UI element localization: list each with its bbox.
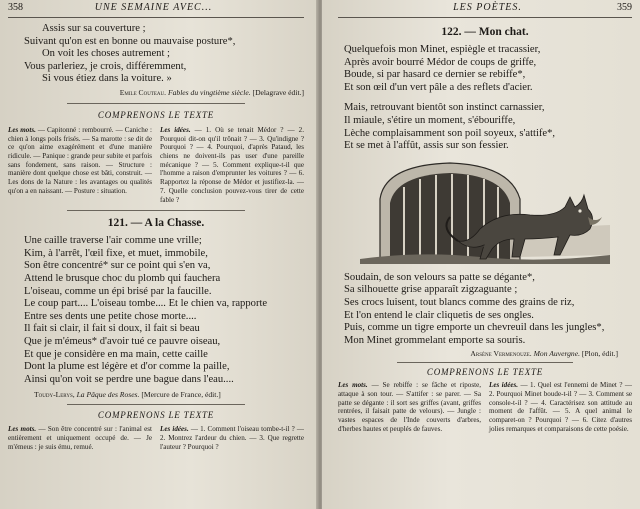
credit-work: Mon Auvergne. <box>533 349 581 359</box>
notes-text: — Se rebiffe : se fâche et riposte, attaque à son tour. — S'attifer : se parer. — Sa patte se dégante : il sort ses griffes (avant, griffes rentrées, il faisait patte de velours). — Jungle : vastes espaces de l'Inde couverts d'arbres, d'herbes hautes et peuplés de fauves. <box>338 381 482 433</box>
credit-publisher: [Mercure de France, édit.] <box>141 390 221 400</box>
verse-line: Assis sur sa couverture ; <box>42 23 146 34</box>
ideas-notes <box>160 425 304 451</box>
notes-text: — 1. Quel est l'ennemi de Minet ? — 2. Pourquoi Minet boude-t-il ? — 3. Comment se console-t-il ? — 4. Caractérisez son attitude au moment de l'affût. — 5. A quel animal le comparet-on ? Pourquoi ? — 6. Citez d'autres jolies remarques et comparaisons de cette poésie. <box>489 381 632 433</box>
notes-label: Les mots. <box>8 125 36 134</box>
right-stanza-3 <box>338 272 632 348</box>
verse-line: Si vous étiez dans la voiture. » <box>42 73 172 85</box>
right-stanza-2 <box>338 102 632 152</box>
poem-title: 121. — A la Chasse. <box>107 217 205 230</box>
verse-line: Vous parleriez, je crois, différemment, <box>24 60 187 72</box>
left-page-header <box>8 0 304 18</box>
comprehension-title: COMPRENONS LE TEXTE <box>97 410 215 421</box>
left-top-credit <box>8 88 304 97</box>
poem-title: 122. — Mon chat. <box>441 26 529 38</box>
left-notes-b <box>8 425 304 451</box>
credit-publisher: [Delagrave édit.] <box>252 87 304 97</box>
verse-line: Une caille traverse l'air comme une vrille; <box>24 235 202 247</box>
notes-text: — Capitonné : rembourré. — Caniche : chien à longs poils frisés. — Sa marotte : se dit de ce qu'on aime exagérément et d'une manière ridicule. — Panique : grande peur subite et parfois sans fondement, sans raison. — Structure : manière dont quelque chose est bâti, construit. — Les dons de la Nature : les avantages ou qualités qu'on a en naissant. — Posture : situation. <box>8 125 152 195</box>
verse-line: Mais, retrouvant bientôt son instinct carnassier, <box>344 102 545 114</box>
notes-text: — 1. Comment l'oiseau tombe-t-il ? — 2. Montrez l'ardeur du chien. — 3. Que regrette l'auteur ? Pourquoi ? <box>160 425 304 451</box>
divider <box>397 362 573 363</box>
left-poem <box>8 235 304 386</box>
right-page-header <box>338 0 632 18</box>
verse-line: Suivant qu'on est en bonne ou mauvaise posture*, <box>24 35 236 47</box>
notes-label: Les idées. <box>160 125 191 134</box>
credit-author: Arsène Vermenouze. <box>470 349 532 359</box>
verse-line: Et l'on entend le clair cliquetis de ses ongles. <box>344 309 534 321</box>
verse-line: Ainsi qu'on voit se perdre une bague dans l'eau.... <box>24 373 234 385</box>
left-running-head: UNE SEMAINE AVEC... <box>94 2 213 13</box>
divider <box>67 404 245 405</box>
cat-illustration <box>360 159 610 264</box>
left-top-verse <box>8 23 304 86</box>
verse-line: Son être concentré* sur ce point qui s'en va, <box>24 260 211 272</box>
verse-line: Boude, si par hasard ce dernier se rebiffe*, <box>344 69 526 81</box>
right-notes <box>338 381 632 433</box>
verse-line: Le coup part.... L'oiseau tombe.... Et le chien va, rapporte <box>24 298 268 310</box>
notes-label: Les mots. <box>8 425 37 434</box>
verse-line: Il fait si clair, il fait si doux, il fait si beau <box>24 323 200 335</box>
words-notes <box>8 126 152 204</box>
verse-line: Mon Minet grommelant emporte sa souris. <box>344 334 526 346</box>
verse-line: Kim, à l'arrêt, l'œil fixe, et muet, immobile, <box>24 247 208 259</box>
verse-line: Il miaule, s'étire un moment, s'ébouriffe, <box>344 114 516 126</box>
left-poem-credit <box>8 390 304 399</box>
verse-line: Après avoir bourré Médor de coups de griffe, <box>344 56 537 68</box>
right-running-head: LES POÈTES. <box>453 2 522 13</box>
verse-line: Attend le brusque choc du plomb qui fauchera <box>24 273 221 285</box>
ideas-notes <box>160 126 304 204</box>
verse-line: L'oiseau, comme un épi brisé par la faucille. <box>24 285 212 297</box>
comprehension-title: COMPRENONS LE TEXTE <box>426 367 544 378</box>
verse-line: Et son œil d'un vert pâle a des reflets d'acier. <box>344 81 533 93</box>
comprehension-title: COMPRENONS LE TEXTE <box>97 109 215 120</box>
left-notes-a <box>8 126 304 204</box>
verse-line: Et se met à l'affût, assis sur son fessier. <box>344 140 509 152</box>
right-stanza-1 <box>338 44 632 94</box>
verse-line: Ses crocs luisent, tout blancs comme des grains de riz, <box>344 296 575 308</box>
verse-line: Soudain, de son velours sa patte se dégante*, <box>344 271 535 283</box>
verse-line: Quelquefois mon Minet, espiègle et tracassier, <box>344 44 541 55</box>
notes-text: — 1. Où se tenait Médor ? — 2. Pourquoi dit-on qu'il trônait ? — 3. Qu'indigne ? Pourquoi ? — 4. Pourquoi, d'après Pataud, les chiens ne doivent-ils pas user d'une pareille mécanique ? — 5. Comment explique-t-il que l'homme a raison d'emprunter les voitures ? — 6. Rapportez la réponse de Médor et justifiez-la. — 7. Quelle conclusion pouvez-vous tirer de cette fable ? <box>160 125 304 204</box>
right-page <box>322 0 640 509</box>
verse-line: Et que je considère en ma main, cette caille <box>24 348 208 360</box>
verse-line: Sa silhouette grise apparaît zigzaguante ; <box>344 284 518 296</box>
notes-text: — Son être concentré sur : l'animal est entièrement et uniquement occupé de. — Je m'émeus : je suis ému, remué. <box>8 425 152 451</box>
verse-line: Lèche complaisamment son poil soyeux, s'attife*, <box>344 127 556 139</box>
notes-label: Les mots. <box>338 381 368 390</box>
verse-line: Entre ses dents une petite chose morte.... <box>24 310 197 322</box>
words-notes <box>8 425 152 451</box>
divider <box>67 103 245 104</box>
right-poem-credit <box>338 349 632 358</box>
verse-line: On voit les choses autrement ; <box>42 48 170 60</box>
credit-work: Fables du vingtième siècle. <box>167 87 251 97</box>
verse-line: Que je m'émeus* d'avoir tué ce pauvre oiseau, <box>24 336 221 348</box>
verse-line: Dont la plume est légère et d'or comme la paille, <box>24 361 230 373</box>
ideas-notes <box>489 381 632 433</box>
credit-author: Emile Couteau. <box>119 87 167 97</box>
notes-label: Les idées. <box>489 381 519 390</box>
left-page-number: 358 <box>8 2 23 13</box>
left-page <box>0 0 318 509</box>
right-page-number: 359 <box>617 2 632 13</box>
verse-line: Puis, comme un tigre emporte un chevreuil dans les jungles*, <box>344 322 605 334</box>
credit-work: La Pâque des Roses. <box>76 390 140 400</box>
divider <box>67 210 245 211</box>
words-notes <box>338 381 481 433</box>
notes-label: Les idées. <box>160 425 189 434</box>
credit-publisher: [Plon, édit.] <box>581 349 618 359</box>
credit-author: Toudy-Lerys, <box>34 390 75 400</box>
